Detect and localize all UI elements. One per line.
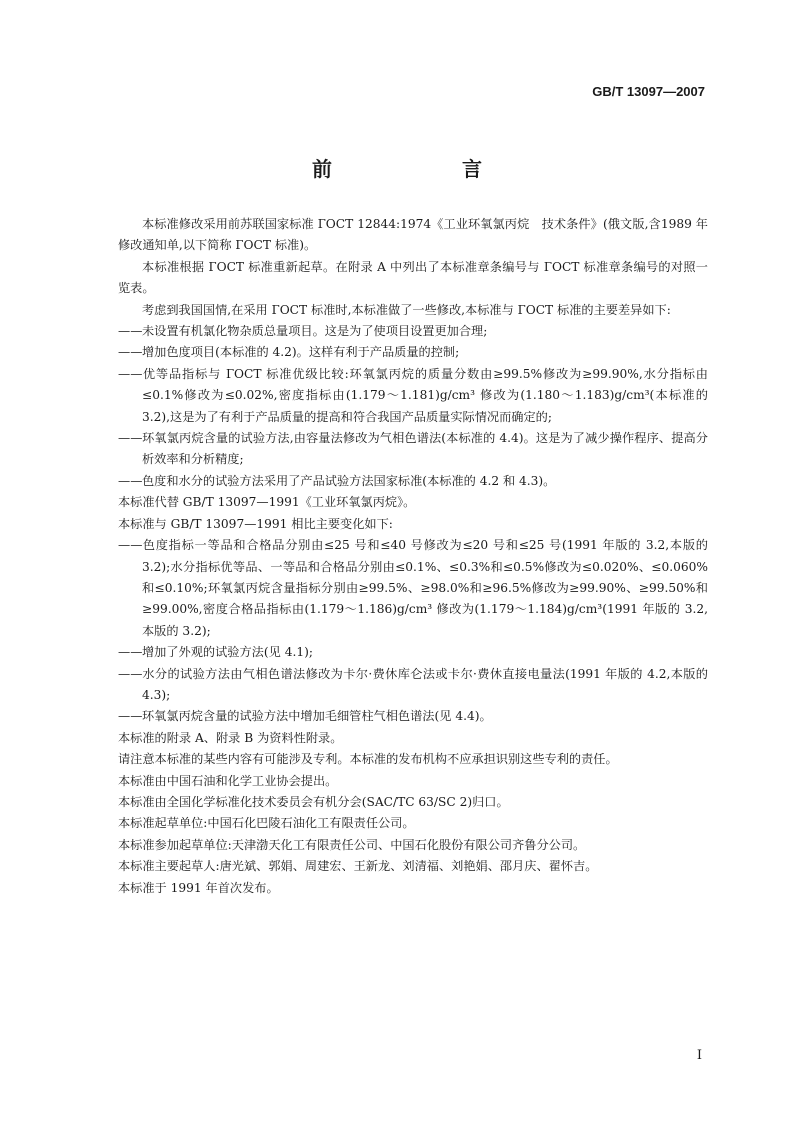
dash-marker: ——: [118, 645, 143, 660]
list-item-text: 优等品指标与 ГОСТ 标准优级比较:环氧氯丙烷的质量分数由≥99.5%修改为≥99.90%,水分指标由≤0.1%修改为≤0.02%,密度指标由(1.179～1.181)g/cm³ 修改为(1.180～1.183)g/cm³(本标准的 3.2),这是为了有利于产品质量的提高和符合我国产品质量实际情况而确定的;: [142, 366, 708, 424]
dash-list-item: [118, 364, 708, 428]
paragraph: 本标准主要起草人:唐光斌、郭娟、周建宏、王新龙、刘清福、刘艳娟、邵月庆、翟怀吉。: [118, 859, 598, 874]
dash-list-item: [118, 471, 708, 492]
list-item-text: 色度指标一等品和合格品分别由≤25 号和≤40 号修改为≤20 号和≤25 号(1991 年版的 3.2,本版的 3.2);水分指标优等品、一等品和合格品分别由≤0.1%、≤0.3%和≤0.5%修改为≤0.020%、≤0.060%和≤0.10%;环氧氯丙烷含量指标分别由≥99.5%、≥98.0%和≥96.5%修改为≥99.90%、≥99.50%和≥99.00%,密度合格品指标由(1.179～1.186)g/cm³ 修改为(1.179～1.184)g/cm³(1991 年版的 3.2,本版的 3.2);: [142, 538, 708, 638]
paragraph: 本标准由全国化学标准化技术委员会有机分会(SAC/TC 63/SC 2)归口。: [118, 794, 509, 809]
list-item-text: 水分的试验方法由气相色谱法修改为卡尔·费休库仑法或卡尔·费休直接电量法(1991 年版的 4.2,本版的 4.3);: [142, 666, 708, 702]
paragraph: 本标准与 GB/T 13097—1991 相比主要变化如下:: [118, 516, 393, 531]
dash-list-item: [118, 642, 708, 663]
page-number: I: [696, 1048, 702, 1063]
foreword-body: [118, 214, 708, 899]
dash-list-item: [118, 535, 708, 642]
dash-list-item: [118, 428, 708, 471]
paragraph: 考虑到我国国情,在采用 ГОСТ 标准时,本标准做了一些修改,本标准与 ГОСТ 标准的主要差异如下:: [142, 302, 671, 317]
dash-list-item: [118, 664, 708, 707]
list-item-text: 环氧氯丙烷含量的试验方法,由容量法修改为气相色谱法(本标准的 4.4)。这是为了减少操作程序、提高分析效率和分析精度;: [142, 431, 708, 467]
dash-marker: ——: [118, 324, 143, 339]
dash-marker: ——: [118, 473, 143, 488]
list-item-text: 未设置有机氯化物杂质总量项目。这是为了使项目设置更加合理;: [142, 324, 488, 339]
paragraph: 本标准于 1991 年首次发布。: [118, 880, 279, 895]
list-item-text: 增加了外观的试验方法(见 4.1);: [142, 645, 313, 660]
paragraph: 本标准参加起草单位:天津渤天化工有限责任公司、中国石化股份有限公司齐鲁分公司。: [118, 837, 586, 852]
paragraph: 本标准根据 ГОСТ 标准重新起草。在附录 A 中列出了本标准章条编号与 ГОСТ 标准章条编号的对照一览表。: [118, 259, 708, 296]
list-item-text: 色度和水分的试验方法采用了产品试验方法国家标准(本标准的 4.2 和 4.3)。: [142, 473, 556, 488]
paragraph: 本标准由中国石油和化学工业协会提出。: [118, 773, 338, 788]
standard-code: GB/T 13097—2007: [592, 84, 705, 99]
paragraph: 本标准修改采用前苏联国家标准 ГОСТ 12844:1974《工业环氧氯丙烷 技术条件》(俄文版,含1989 年修改通知单,以下简称 ГОСТ 标准)。: [118, 217, 708, 253]
paragraph: 本标准代替 GB/T 13097—1991《工业环氧氯丙烷》。: [118, 495, 416, 510]
paragraph: 本标准起草单位:中国石化巴陵石油化工有限责任公司。: [118, 816, 415, 831]
list-item-text: 环氧氯丙烷含量的试验方法中增加毛细管柱气相色谱法(见 4.4)。: [142, 709, 492, 724]
dash-marker: ——: [118, 538, 143, 553]
paragraph: 请注意本标准的某些内容有可能涉及专利。本标准的发布机构不应承担识别这些专利的责任。: [118, 752, 618, 767]
dash-marker: ——: [118, 709, 143, 724]
dash-marker: ——: [118, 431, 143, 446]
list-item-text: 增加色度项目(本标准的 4.2)。这样有利于产品质量的控制;: [142, 345, 460, 360]
dash-list-item: [118, 321, 708, 342]
dash-marker: ——: [118, 666, 143, 681]
dash-list-item: [118, 342, 708, 363]
dash-list-item: [118, 706, 708, 727]
dash-marker: ——: [118, 366, 143, 381]
page-title: 前 言: [312, 157, 512, 181]
dash-marker: ——: [118, 345, 143, 360]
paragraph: 本标准的附录 A、附录 B 为资料性附录。: [118, 730, 343, 745]
